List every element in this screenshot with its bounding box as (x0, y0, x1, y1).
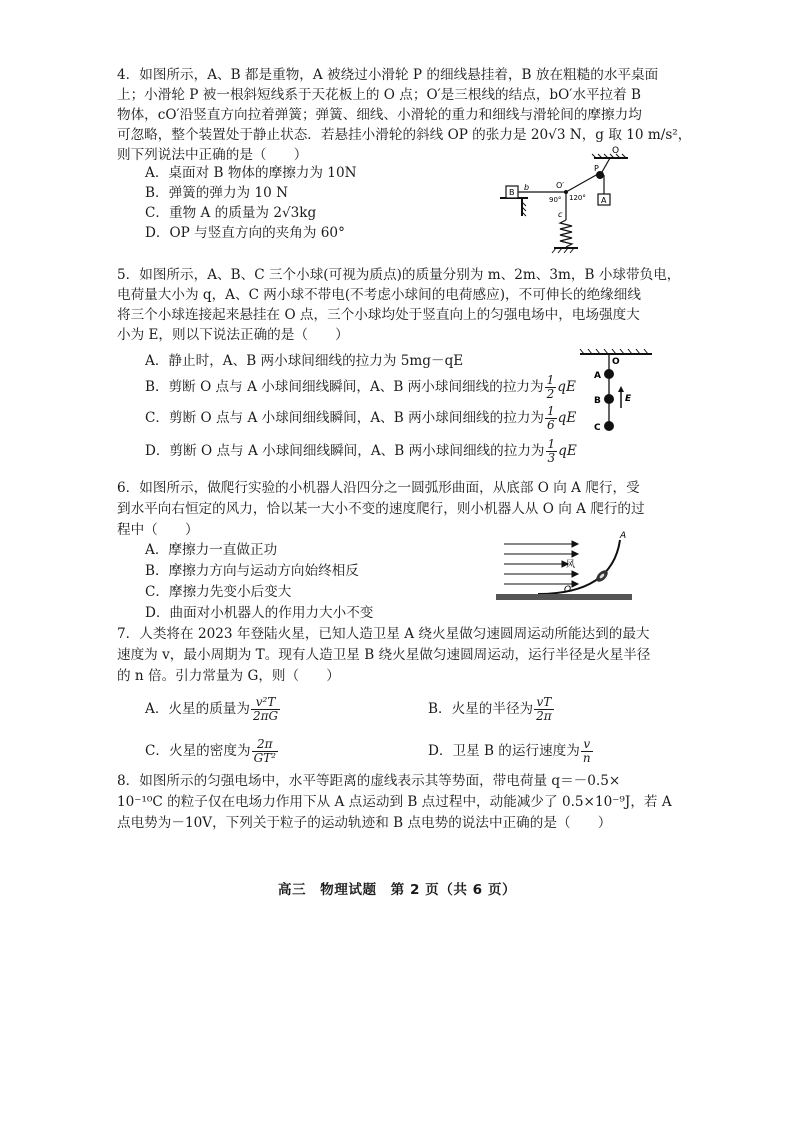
q6-line-3: 程中（ ） (117, 522, 199, 538)
q4-line-4: 可忽略，整个装置处于静止状态．若悬挂小滑轮的斜线 OP 的张力是 20√3 N，g 取 10 m/s²， (117, 127, 692, 143)
q7-option-d: D．卫星 B 的运行速度为 $\frac{v}{n}$ (428, 737, 591, 765)
q7-option-a: A．火星的质量为 $\frac{\text{v²T}}{2\pi G}$ (145, 695, 279, 723)
q5-option-d-text: D．剪断 O 点与 A 小球间细线瞬间，A、B 两小球间细线的拉力为 (145, 443, 545, 459)
q4-option-a: A．桌面对 B 物体的摩擦力为 10N (145, 165, 357, 181)
q5-option-b-text: B．剪断 O 点与 A 小球间细线瞬间，A、B 两小球间细线的拉力为 (145, 379, 544, 395)
q5-line-3: 将三个小球连接起来悬挂在 O 点，三个小球均处于竖直向上的匀强电场中，电场强度大 (117, 307, 640, 323)
q5-line-1: 5．如图所示，A、B、C 三个小球(可视为质点)的质量分别为 m、2m、3m，B 小球带负电， (117, 267, 681, 283)
q7-option-c-fraction: $\frac{2\pi}{\text{GT²}}$ (253, 737, 276, 765)
q4-label-120: 120° (569, 194, 586, 202)
q4-label-a: A (601, 196, 607, 205)
q5-option-b-fraction: $\frac{1}{2}$ (546, 373, 555, 401)
q6-line-2: 到水平向右恒定的风力，恰以某一大小不变的速度爬行，则小机器人从 O 向 A 爬行的过 (117, 501, 645, 517)
q5-figure (576, 344, 656, 438)
q7-option-b-fraction: $\frac{vT}{2\pi}$ (536, 695, 552, 723)
q4-line-5: 则下列说法中正确的是（ ） (117, 147, 308, 163)
q4-option-b: B．弹簧的弹力为 10 N (145, 185, 288, 201)
q6-label-wind: 风 (566, 560, 576, 570)
q8-line-3: 点电势为－10V，下列关于粒子的运动轨迹和 B 点电势的说法中正确的是（ ） (117, 815, 612, 831)
q6-figure (494, 530, 636, 604)
q5-option-c-fraction: $\frac{1}{6}$ (547, 404, 555, 432)
q6-line-1: 6．如图所示，做爬行实验的小机器人沿四分之一圆弧形曲面，从底部 O 向 A 爬行，受 (117, 480, 640, 496)
q5-label-a: A (594, 371, 601, 381)
q5-label-c: C (594, 423, 601, 433)
q5-ball-b (604, 394, 614, 404)
q8-line-1: 8．如图所示的匀强电场中，水平等距离的虚线表示其等势面，带电荷量 q＝－0.5× (117, 773, 621, 789)
q5-option-d-fraction: $\frac{1}{3}$ (547, 437, 556, 465)
q7-line-1: 7．人类将在 2023 年登陆火星，已知人造卫星 A 绕火星做匀速圆周运动所能达到的最大 (117, 626, 650, 642)
q5-option-b: B．剪断 O 点与 A 小球间细线瞬间，A、B 两小球间细线的拉力为 $\frac{1}{2}$ qE (145, 373, 576, 401)
q5-option-c: C．剪断 O 点与 A 小球间细线瞬间，A、B 两小球间细线的拉力为 $\frac{1}{6}$ qE (145, 404, 577, 432)
page-footer: 高三 物理试题 第 2 页（共 6 页） (277, 882, 517, 898)
q4-line-2: 上；小滑轮 P 被一根斜短线系于天花板上的 O 点；O′是三根线的结点，bO′水平拉着 B (117, 87, 642, 103)
q5-option-a: A．静止时，A、B 两小球间细线的拉力为 5mg－qE (145, 353, 464, 369)
q6-option-d: D．曲面对小机器人的作用力大小不变 (145, 605, 374, 621)
q5-option-c-text: C．剪断 O 点与 A 小球间细线瞬间，A、B 两小球间细线的拉力为 (145, 410, 545, 426)
q7-line-2: 速度为 v，最小周期为 T。现有人造卫星 B 绕火星做匀速圆周运动，运行半径是火星半径 (117, 647, 651, 663)
q4-label-b-small: b (524, 183, 530, 192)
q4-label-p: P (594, 164, 599, 173)
q7-option-a-fraction: $\frac{\text{v²T}}{2\pi G}$ (252, 695, 279, 723)
q7-option-c: C．火星的密度为 $\frac{2\pi}{\text{GT²}}$ (145, 737, 276, 765)
q4-option-c: C．重物 A 的质量为 2√3kg (145, 205, 317, 221)
q7-line-3: 的 n 倍。引力常量为 G，则（ ） (117, 668, 340, 684)
q4-label-o: O (612, 146, 620, 156)
q6-option-b: B．摩擦力方向与运动方向始终相反 (145, 563, 359, 579)
q5-option-d: D．剪断 O 点与 A 小球间细线瞬间，A、B 两小球间细线的拉力为 $\frac{1}{3}$ qE (145, 437, 577, 465)
q5-label-e: E (625, 394, 632, 404)
q4-line-3: 物体，cO′沿竖直方向拉着弹簧；弹簧、细线、小滑轮的重力和细线与滑轮间的摩擦力均 (117, 107, 642, 123)
q7-option-b: B．火星的半径为 $\frac{vT}{2\pi}$ (428, 695, 552, 723)
q6-label-a: A (620, 531, 627, 541)
q5-ball-a (604, 369, 614, 379)
q5-line-4: 小为 E，则以下说法正确的是（ ） (117, 327, 349, 343)
q4-figure (494, 144, 634, 256)
q5-ball-c (604, 421, 614, 431)
q6-option-a: A．摩擦力一直做正功 (145, 542, 278, 558)
q8-line-2: 10⁻¹⁰C 的粒子仅在电场力作用下从 A 点运动到 B 点过程中，动能减少了 0.5×10⁻⁹J，若 A (117, 794, 672, 810)
q4-label-90: 90° (549, 196, 562, 204)
q5-label-o: O (612, 357, 620, 367)
q4-label-oprime: O′ (556, 181, 565, 190)
q5-line-2: 电荷量大小为 q，A、C 两小球不带电(不考虑小球间的电荷感应)，不可伸长的绝缘细线 (117, 287, 641, 303)
q5-label-b: B (594, 396, 601, 406)
q4-label-c: c (558, 210, 563, 219)
q7-option-d-fraction: $\frac{v}{n}$ (582, 737, 591, 765)
q6-option-c: C．摩擦力先变小后变大 (145, 584, 292, 600)
q6-label-o: O (564, 585, 572, 595)
q4-option-d: D．OP 与竖直方向的夹角为 60° (145, 225, 345, 241)
q4-line-1: 4．如图所示，A、B 都是重物，A 被绕过小滑轮 P 的细线悬挂着，B 放在粗糙的水平桌面 (117, 67, 659, 83)
q4-label-b: B (509, 188, 515, 197)
